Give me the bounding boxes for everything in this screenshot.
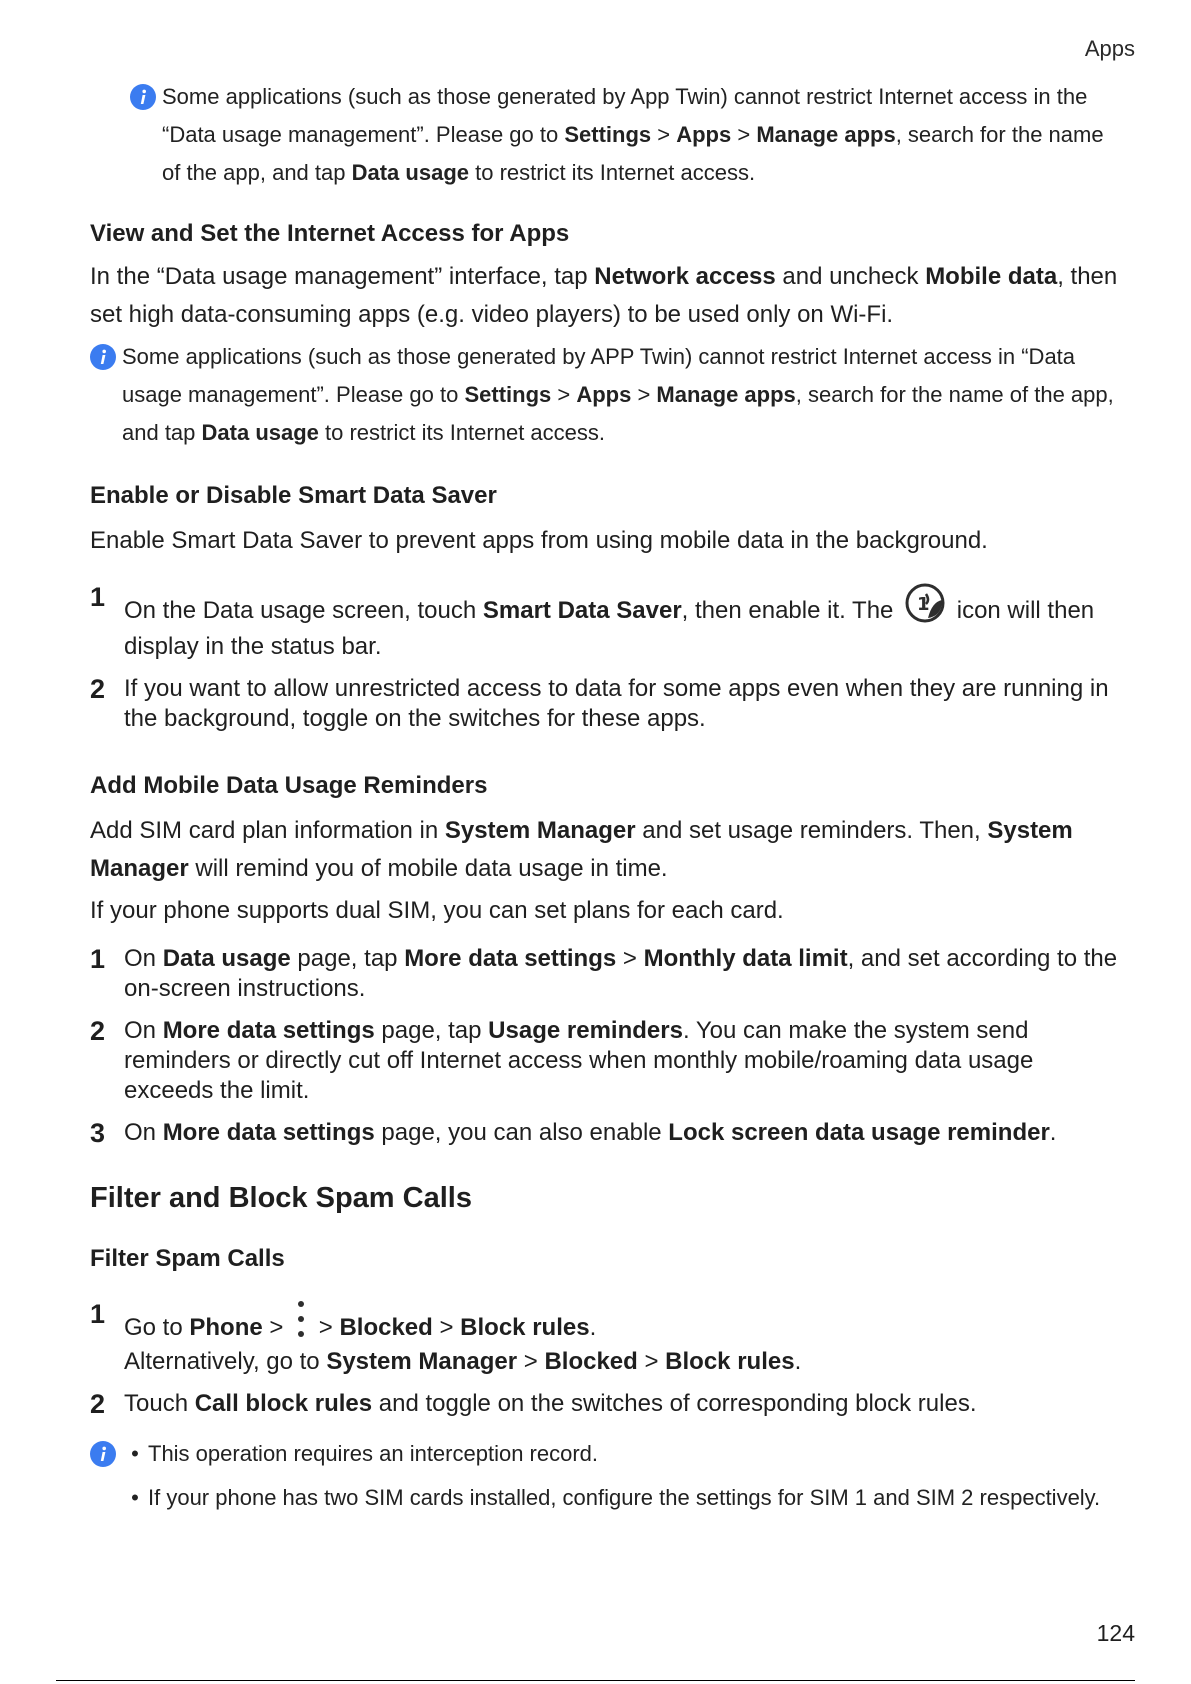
step-smart-saver-1	[90, 582, 1120, 662]
bottom-divider	[56, 1680, 1135, 1681]
step-text: On More data settings page, you can also enable Lock screen data usage reminder.	[124, 1119, 1057, 1146]
step-number: 3	[90, 1118, 106, 1148]
note-text: Some applications (such as those generated by App Twin) cannot restrict Internet access in the “Data usage management”. Please go to Settings > Apps > Manage apps, search for the name of the app, and tap Data usage to restrict its Internet access.	[162, 84, 1104, 185]
bullet-dot: •	[131, 1441, 139, 1466]
step-number: 1	[90, 1299, 106, 1329]
list-item	[122, 1435, 1120, 1473]
bullet-text: This operation requires an interception record.	[148, 1441, 599, 1466]
svg-text:1: 1	[917, 594, 930, 615]
step-text: On Data usage page, tap More data settings > Monthly data limit, and set according to the on-screen instructions.	[124, 945, 1118, 1002]
info-icon	[130, 84, 156, 110]
info-icon	[90, 1441, 116, 1467]
heading-view-set-internet: View and Set the Internet Access for Apps	[90, 220, 570, 247]
step-number: 2	[90, 1389, 106, 1419]
page-content	[90, 78, 1120, 1517]
paragraph-smart-saver-intro: Enable Smart Data Saver to prevent apps from using mobile data in the background.	[90, 527, 988, 554]
paragraph-reminders-1: Add SIM card plan information in System Manager and set usage reminders. Then, System Manager will remind you of mobile data usage in time.	[90, 817, 1073, 882]
note-app-twin	[90, 338, 1120, 452]
step-reminders-2	[90, 1016, 1120, 1106]
step-number: 1	[90, 944, 106, 974]
step-spam-1	[90, 1299, 1120, 1377]
step-reminders-1	[90, 944, 1120, 1004]
note-text: Some applications (such as those generated by APP Twin) cannot restrict Internet access in “Data usage management”. Please go to Settings > Apps > Manage apps, search for the name of the app, and tap Data usage to restrict its Internet access.	[122, 344, 1114, 445]
step-text: On the Data usage screen, touch Smart Data Saver, then enable it. The 1 icon will then display in the status bar.	[124, 582, 1120, 662]
step-reminders-3	[90, 1118, 1120, 1148]
step-text: Touch Call block rules and toggle on the switches of corresponding block rules.	[124, 1390, 977, 1417]
note-app-twin-top	[130, 78, 1105, 192]
page-number: 124	[1096, 1620, 1135, 1646]
heading-spam-calls: Filter and Block Spam Calls	[90, 1182, 472, 1214]
paragraph-view-set: In the “Data usage management” interface, tap Network access and uncheck Mobile data, then set high data-consuming apps (e.g. video players) to be used only on Wi-Fi.	[90, 263, 1118, 328]
step-number: 1	[90, 582, 106, 612]
heading-smart-data-saver: Enable or Disable Smart Data Saver	[90, 482, 497, 509]
step-number: 2	[90, 1016, 106, 1046]
note-spam	[90, 1435, 1120, 1517]
step-smart-saver-2	[90, 674, 1120, 734]
heading-filter-spam: Filter Spam Calls	[90, 1245, 285, 1272]
step-text: If you want to allow unrestricted access to data for some apps even when they are running in the background, toggle on the switches for these apps.	[124, 675, 1109, 732]
bullet-text: If your phone has two SIM cards installed, configure the settings for SIM 1 and SIM 2 respectively.	[148, 1485, 1101, 1510]
step-text: Go to Phone > > Blocked > Block rules. Alternatively, go to System Manager > Blocked > Block rules.	[124, 1299, 1120, 1377]
paragraph-reminders-2: If your phone supports dual SIM, you can set plans for each card.	[90, 897, 784, 924]
step-spam-2	[90, 1389, 1120, 1419]
bullet-dot: •	[131, 1485, 139, 1510]
list-item	[122, 1479, 1120, 1517]
heading-usage-reminders: Add Mobile Data Usage Reminders	[90, 772, 488, 799]
page-header-section: Apps	[1084, 36, 1135, 61]
data-saver-icon	[904, 582, 946, 632]
info-icon	[90, 344, 116, 370]
note-bullet-list	[122, 1435, 1120, 1517]
more-options-icon	[294, 1299, 308, 1347]
step-number: 2	[90, 674, 106, 704]
step-text: On More data settings page, tap Usage reminders. You can make the system send reminders or directly cut off Internet access when monthly mobile/roaming data usage exceeds the limit.	[124, 1017, 1034, 1104]
